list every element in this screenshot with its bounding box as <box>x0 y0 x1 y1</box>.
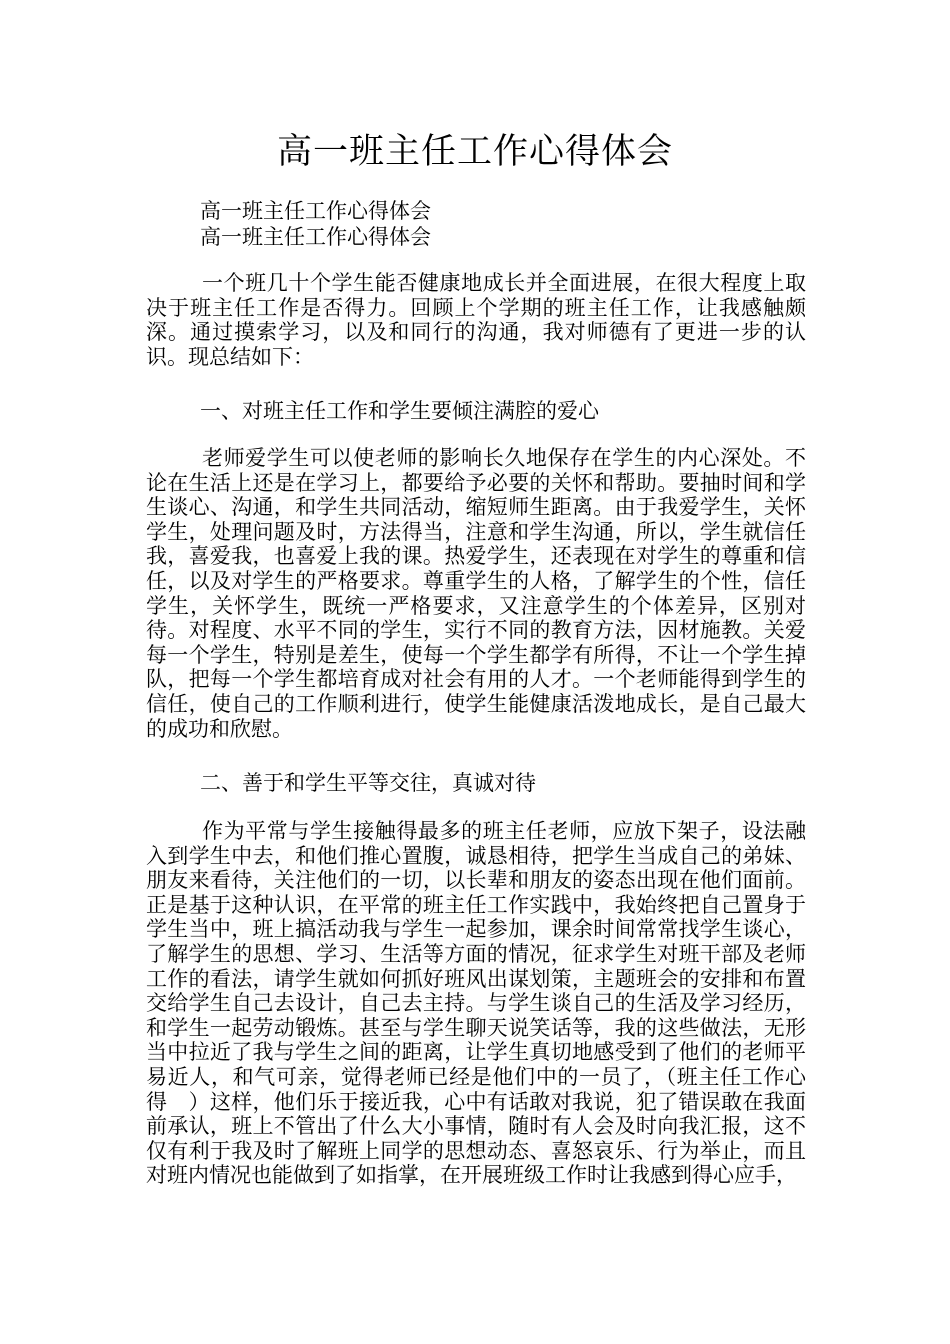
section-1-paragraph: 老师爱学生可以使老师的影响长久地保存在学生的内心深处。不论在生活上还是在学习上，都要给予必要的关怀和帮助。要抽时间和学生谈心、沟通，和学生共同活动，缩短师生距离。由于我爱学生，关怀学生，处理问题及时，方法得当，注意和学生沟通，所以，学生就信任我，喜爱我，也喜爱上我的课。热爱学生，还表现在对学生的尊重和信任，以及对学生的严格要求。尊重学生的人格，了解学生的个性，信任学生，关怀学生，既统一严格要求，又注意学生的个体差异，区别对待。对程度、水平不同的学生，实行不同的教育方法，因材施教。关爱每一个学生，特别是差生，使每一个学生都学有所得，不让一个学生掉队，把每一个学生都培育成对社会有用的人才。一个老师能得到学生的信任，使自己的工作顺利进行，使学生能健康活泼地成长，是自己最大的成功和欣慰。 <box>146 446 806 741</box>
section-2-paragraph: 作为平常与学生接触得最多的班主任老师，应放下架子，设法融入到学生中去，和他们推心置腹，诚恳相待，把学生当成自己的弟妹、朋友来看待，关注他们的一切，以长辈和朋友的姿态出现在他们面前。正是基于这种认识，在平常的班主任工作实践中，我始终把自己置身于学生当中，班上搞活动我与学生一起参加，课余时间常常找学生谈心，了解学生的思想、学习、生活等方面的情况，征求学生对班干部及老师工作的看法，请学生就如何抓好班风出谋划策，主题班会的安排和布置交给学生自己去设计，自己去主持。与学生谈自己的生活及学习经历，和学生一起劳动锻炼。甚至与学生聊天说笑话等，我的这些做法，无形当中拉近了我与学生之间的距离，让学生真切地感受到了他们的老师平易近人，和气可亲，觉得老师已经是他们中的一员了，（班主任工作心得 ）这样，他们乐于接近我，心中有话敢对我说，犯了错误敢在我面前承认，班上不管出了什么大小事情，随时有人会及时向我汇报，这不仅有利于我及时了解班上同学的思想动态、喜怒哀乐、行为举止，而且对班内情况也能做到了如指掌，在开展班级工作时让我感到得心应手， <box>146 819 806 1188</box>
section-heading-2: 二、善于和学生平等交往，真诚对待 <box>200 771 536 795</box>
subtitle-line-2: 高一班主任工作心得体会 <box>200 225 431 249</box>
section-heading-1: 一、对班主任工作和学生要倾注满腔的爱心 <box>200 399 599 423</box>
subtitle-line-1: 高一班主任工作心得体会 <box>200 199 431 223</box>
intro-paragraph: 一个班几十个学生能否健康地成长并全面进展，在很大程度上取决于班主任工作是否得力。回顾上个学期的班主任工作，让我感触颇深。通过摸索学习，以及和同行的沟通，我对师德有了更进一步的认识。现总结如下： <box>146 271 806 369</box>
document-title: 高一班主任工作心得体会 <box>276 132 673 172</box>
